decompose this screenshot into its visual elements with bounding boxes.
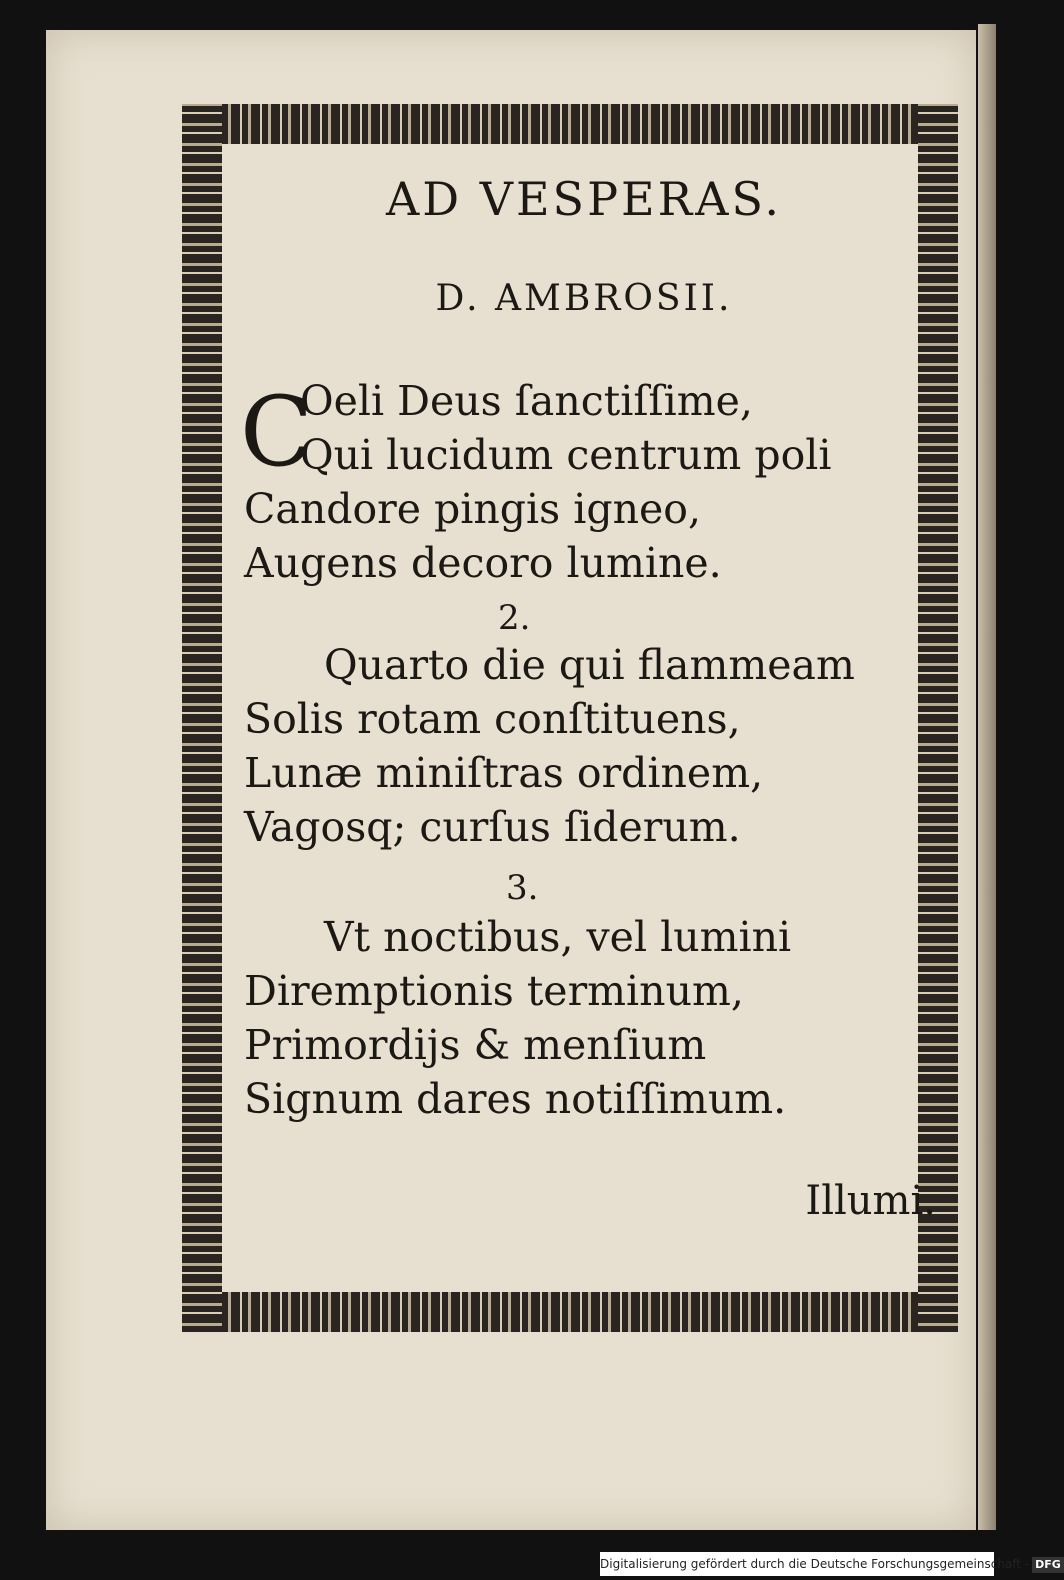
text-block — [230, 148, 938, 1286]
credit-text: Digitalisierung gefördert durch die Deutsche Forschungsgemeinschaft - — [600, 1557, 1030, 1571]
verse-line: Oeli Deus ſanctiſſime, — [300, 377, 753, 425]
verse-line: Diremptionis terminum, — [244, 967, 744, 1015]
page-subtitle: D. AMBROSII. — [435, 278, 733, 319]
verse-line: Qui lucidum centrum poli — [300, 431, 832, 479]
verse-line: Vagosq; curſus ſiderum. — [244, 803, 741, 851]
verse-line: Augens decoro lumine. — [244, 539, 722, 587]
page-edge — [978, 24, 996, 1530]
drop-initial: C — [240, 376, 314, 488]
verse-line: Primordijs & menſium — [244, 1021, 707, 1069]
verse-line: Solis rotam conſtituens, — [244, 695, 741, 743]
dfg-logo: DFG — [1032, 1557, 1064, 1573]
border-bottom — [182, 1292, 958, 1332]
verse-line: Lunæ miniſtras ordinem, — [244, 749, 764, 797]
stanza-number: 2. — [498, 598, 531, 638]
digitization-credit — [600, 1552, 1061, 1576]
verse-line: Signum dares notiſſimum. — [244, 1075, 787, 1123]
catchword: Illumi. — [805, 1178, 936, 1224]
verse-line: Candore pingis igneo, — [244, 485, 701, 533]
verse-line: Quarto die qui flammeam — [324, 641, 855, 689]
stanza-number: 3. — [506, 868, 539, 908]
border-left — [182, 104, 222, 1332]
border-top — [182, 104, 958, 144]
verse-line: Vt noctibus, vel lumini — [324, 913, 792, 961]
page-title: AD VESPERAS. — [386, 172, 782, 226]
